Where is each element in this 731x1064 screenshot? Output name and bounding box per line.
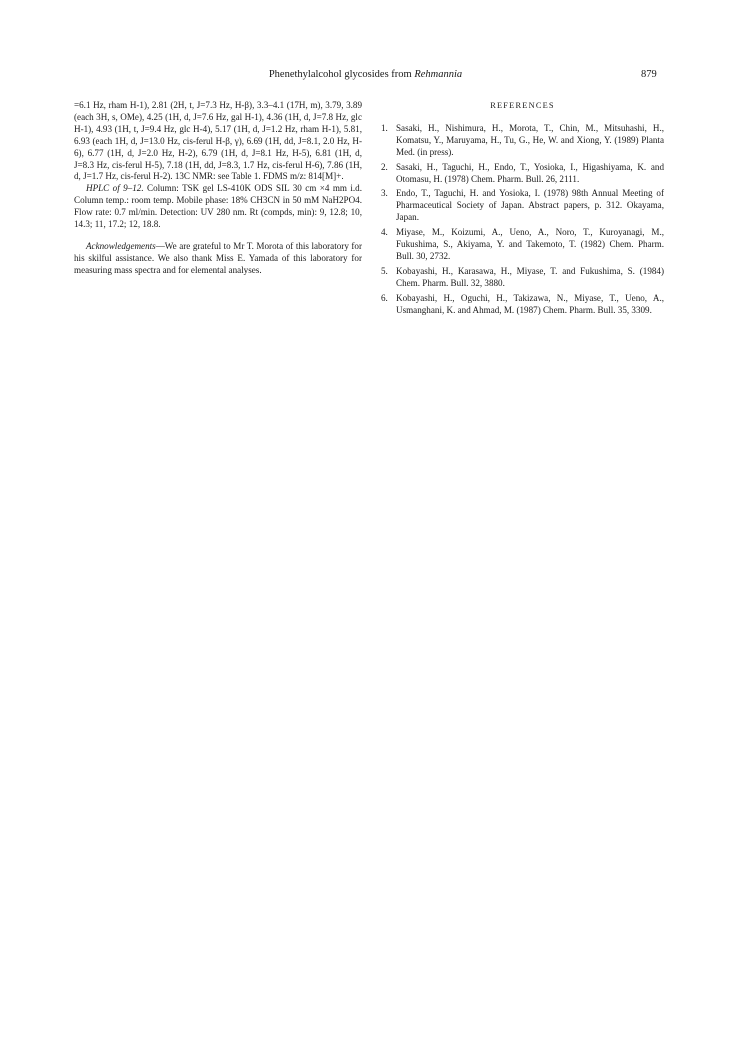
reference-number: 3. <box>381 188 388 199</box>
references-heading: REFERENCES <box>490 101 555 110</box>
reference-text: Kobayashi, H., Karasawa, H., Miyase, T. and Fukushima, S. (1984) Chem. Pharm. Bull. 32, 3880. <box>396 265 664 288</box>
reference-text: Miyase, M., Koizumi, A., Ueno, A., Noro, T., Kuroyanagi, M., Fukushima, S., Akiyama, Y. and Takemoto, T. (1982) Chem. Pharm. Bull. 30, 2732. <box>396 227 664 261</box>
reference-item <box>381 188 664 224</box>
reference-item <box>381 227 664 263</box>
reference-number: 4. <box>381 227 388 238</box>
reference-item <box>381 293 664 317</box>
reference-item <box>381 162 664 186</box>
nmr-data-paragraph: =6.1 Hz, rham H-1), 2.81 (2H, t, J=7.3 Hz, H-β), 3.3–4.1 (17H, m), 3.79, 3.89 (each 3H, s, OMe), 4.25 (1H, d, J=7.6 Hz, gal H-1), 4.36 (1H, d, J=7.8 Hz, glc H-1), 4.93 (1H, t, J=9.4 Hz, glc H-4), 5.17 (1H, d, J=1.2 Hz, rham H-1), 5.81, 6.93 (each 1H, d, J=13.0 Hz, cis-ferul H-β, γ), 6.69 (1H, dd, J=8.1, 2.0 Hz, H-6), 6.77 (1H, d, J=2.0 Hz, H-2), 6.79 (1H, d, J=8.1 Hz, H-5), 6.81 (1H, d, J=8.3 Hz, cis-ferul H-5), 7.18 (1H, dd, J=8.3, 1.7 Hz, cis-ferul H-6), 7.86 (1H, d, J=1.7 Hz, cis-ferul H-2). 13C NMR: see Table 1. FDMS m/z: 814[M]+. <box>74 100 362 182</box>
header-title-genus: Rehmannia <box>414 69 463 80</box>
acknowledgements-text: —We are grateful to Mr T. Morota of this laboratory for his skilful assistance. We also thank Miss E. Yamada of this laboratory for measuring mass spectra and for elemental analyses. <box>74 240 362 275</box>
reference-text: Sasaki, H., Taguchi, H., Endo, T., Yosioka, I., Higashiyama, K. and Otomasu, H. (1978) Chem. Pharm. Bull. 26, 2111. <box>396 161 664 184</box>
reference-number: 1. <box>381 122 388 133</box>
page-number: 879 <box>641 69 657 80</box>
references-column <box>381 100 664 320</box>
header-title-prefix: Phenethylalcohol glycosides from <box>268 69 415 80</box>
running-header <box>0 69 731 80</box>
acknowledgements-label: Acknowledgements <box>86 240 156 251</box>
reference-text: Endo, T., Taguchi, H. and Yosioka, I. (1978) 98th Annual Meeting of Pharmaceutical Society of Japan. Abstract papers, p. 312. Okayama, Japan. <box>396 188 664 223</box>
reference-number: 6. <box>381 292 388 303</box>
reference-text: Sasaki, H., Nishimura, H., Morota, T., Chin, M., Mitsuhashi, H., Komatsu, Y., Maruyama, H., Tu, G., He, W. and Xiong, Y. (1989) Planta Med. (in press). <box>396 122 664 157</box>
reference-number: 5. <box>381 265 388 276</box>
reference-item <box>381 123 664 159</box>
reference-number: 2. <box>381 161 388 172</box>
reference-text: Kobayashi, H., Oguchi, H., Takizawa, N., Miyase, T., Ueno, A., Usmanghani, K. and Ahmad, M. (1987) Chem. Pharm. Bull. 35, 3309. <box>396 292 664 315</box>
hplc-paragraph <box>74 183 362 231</box>
acknowledgements-paragraph <box>74 241 362 277</box>
reference-item <box>381 266 664 290</box>
left-column <box>74 100 362 277</box>
hplc-text: Column: TSK gel LS-410K ODS SIL 30 cm ×4 mm i.d. Column temp.: room temp. Mobile phase: 18% CH3CN in 50 mM NaH2PO4. Flow rate: 0.7 ml/min. Detection: UV 280 nm. Rt (compds, min): 9, 12.8; 10, 14.3; 11, 17.2; 12, 18.8. <box>74 183 362 230</box>
hplc-label: HPLC of 9–12. <box>86 183 144 194</box>
